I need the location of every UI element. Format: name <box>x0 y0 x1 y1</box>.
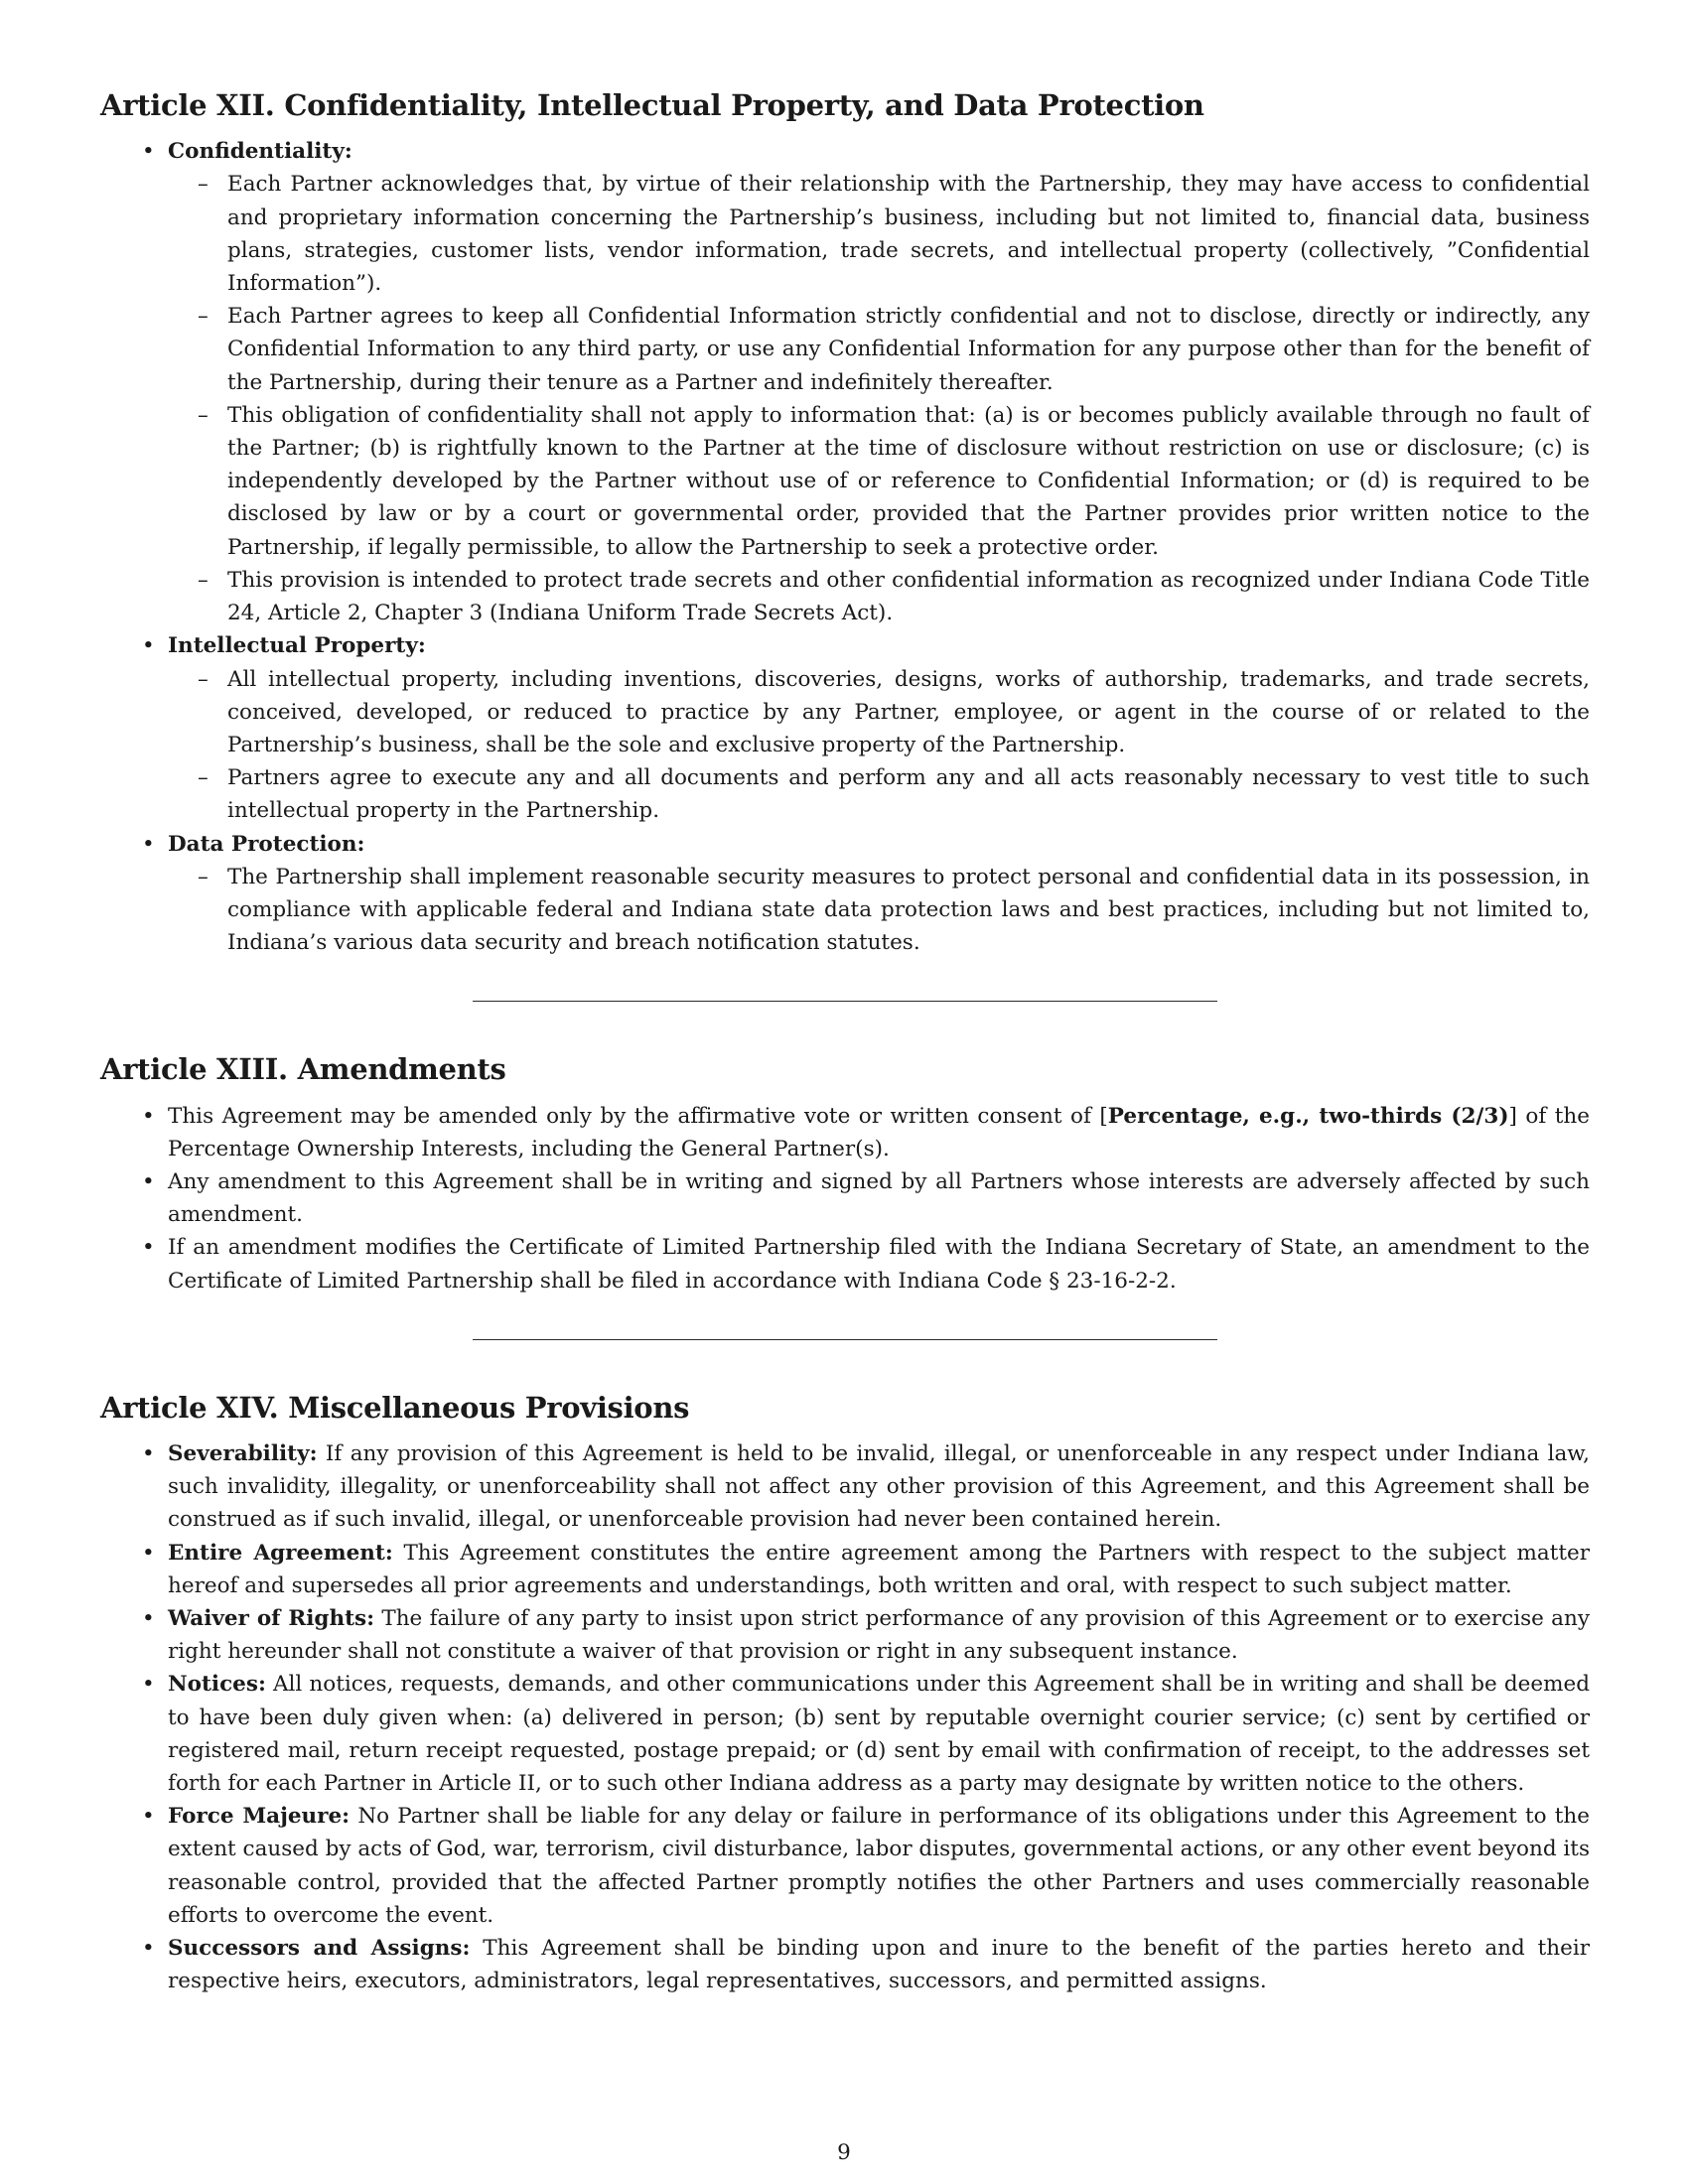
waiver-label: Waiver of Rights: <box>168 1606 375 1632</box>
article-xii-heading: Article XII. Confidentiality, Intellectual Property, and Data Protection <box>100 88 1204 122</box>
notices-label: Notices: <box>168 1672 266 1698</box>
article-xii-list <box>100 135 1590 959</box>
sub-item: – This provision is intended to protect trade secrets and other confidential information as recognized under Indiana Code Title 24, Article 2, Chapter 3 (Indiana Uniform Trade Secrets Act). <box>227 564 1590 629</box>
list-item-successors <box>168 1932 1590 1997</box>
article-xiv-list <box>100 1437 1590 1997</box>
item-text: This Agreement constitutes the entire agreement among the Partners with respect to the subject matter hereof and supersedes all prior agreements and understandings, both written and oral, with respect to such subject matter. <box>168 1540 1590 1598</box>
intellectual-property-sublist <box>168 663 1590 828</box>
data-protection-sublist <box>168 861 1590 960</box>
list-item-notices <box>168 1668 1590 1800</box>
intellectual-property-label: Intellectual Property: <box>168 633 426 659</box>
item-text: This Agreement may be amended only by the affirmative vote or written consent of [ <box>168 1103 1108 1129</box>
list-item <box>168 1100 1590 1165</box>
article-xiv-heading: Article XIV. Miscellaneous Provisions <box>100 1390 690 1425</box>
section-divider <box>473 1001 1217 1002</box>
item-text: If any provision of this Agreement is held to be invalid, illegal, or unenforceable in any respect under Indiana law, such invalidity, illegality, or unenforceability shall not affect any other provision of this Agreement, and this Agreement shall be construed as if such invalid, illegal, or unenforceable provision had never been contained herein. <box>168 1441 1590 1533</box>
item-text: ] of the Percentage Ownership Interests, including the General Partner(s). <box>168 1103 1590 1161</box>
severability-label: Severability: <box>168 1441 318 1467</box>
list-item-waiver <box>168 1602 1590 1668</box>
sub-item: – The Partnership shall implement reasonable security measures to protect personal and confidential data in its possession, in compliance with applicable federal and Indiana state data protection laws and best practices, including but not limited to, Indiana’s various data security and breach notification statutes. <box>227 861 1590 960</box>
list-item-entire-agreement <box>168 1537 1590 1602</box>
article-xii <box>100 87 1590 959</box>
document-page <box>100 87 1590 1998</box>
placeholder-percentage: Percentage, e.g., two-thirds (2/3) <box>1107 1103 1509 1129</box>
article-xiii-heading: Article XIII. Amendments <box>100 1052 506 1087</box>
sub-item: – All intellectual property, including inventions, discoveries, designs, works of authorship, trademarks, and trade secrets, conceived, developed, or reduced to practice by any Partner, employee, or agent in the course of or related to the Partnership’s business, shall be the sole and exclusive property of the Partnership. <box>227 663 1590 762</box>
list-item-data-protection <box>168 828 1590 960</box>
list-item: • If an amendment modifies the Certificate of Limited Partnership filed with the Indiana Secretary of State, an amendment to the Certificate of Limited Partnership shall be filed in accordance with Indiana Code § 23-16-2-2. <box>168 1231 1590 1297</box>
sub-item: – Each Partner agrees to keep all Confidential Information strictly confidential and not to disclose, directly or indirectly, any Confidential Information to any third party, or use any Confidential Information for any purpose other than for the benefit of the Partnership, during their tenure as a Partner and indefinitely thereafter. <box>227 300 1590 399</box>
article-xiii-list <box>100 1100 1590 1297</box>
list-item: • Any amendment to this Agreement shall be in writing and signed by all Partners whose interests are adversely affected by such amendment. <box>168 1165 1590 1231</box>
confidentiality-label: Confidentiality: <box>168 139 352 165</box>
force-majeure-label: Force Majeure: <box>168 1804 351 1830</box>
successors-label: Successors and Assigns: <box>168 1936 471 1962</box>
list-item-force-majeure <box>168 1800 1590 1932</box>
article-xiv <box>100 1390 1590 1998</box>
list-item-confidentiality <box>168 135 1590 629</box>
item-text: No Partner shall be liable for any delay or failure in performance of its obligations under this Agreement to the extent caused by acts of God, war, terrorism, civil disturbance, labor disputes, governmental actions, or any other event beyond its reasonable control, provided that the affected Partner promptly notifies the other Partners and uses commercially reasonable efforts to overcome the event. <box>168 1804 1590 1928</box>
item-text: The failure of any party to insist upon strict performance of any provision of this Agreement or to exercise any right hereunder shall not constitute a waiver of that provision or right in any subsequent instance. <box>168 1606 1590 1665</box>
entire-agreement-label: Entire Agreement: <box>168 1540 393 1566</box>
sub-item: – Partners agree to execute any and all documents and perform any and all acts reasonably necessary to vest title to such intellectual property in the Partnership. <box>227 761 1590 827</box>
confidentiality-sublist <box>168 168 1590 629</box>
item-text: This Agreement shall be binding upon and inure to the benefit of the parties hereto and their respective heirs, executors, administrators, legal representatives, successors, and permitted assigns. <box>168 1936 1590 1994</box>
sub-item: – This obligation of confidentiality shall not apply to information that: (a) is or becomes publicly available through no fault of the Partner; (b) is rightfully known to the Partner at the time of disclosure without restriction on use or disclosure; (c) is independently developed by the Partner without use of or reference to Confidential Information; or (d) is required to be disclosed by law or by a court or governmental order, provided that the Partner provides prior written notice to the Partnership, if legally permissible, to allow the Partnership to seek a protective order. <box>227 399 1590 564</box>
item-text: All notices, requests, demands, and other communications under this Agreement shall be in writing and shall be deemed to have been duly given when: (a) delivered in person; (b) sent by reputable overnight courier service; (c) sent by certified or registered mail, return receipt requested, postage prepaid; or (d) sent by email with confirmation of receipt, to the addresses set forth for each Partner in Article II, or to such other Indiana address as a party may designate by written notice to the others. <box>168 1672 1590 1797</box>
list-item-severability <box>168 1437 1590 1537</box>
list-item-intellectual-property <box>168 629 1590 827</box>
sub-item: – Each Partner acknowledges that, by virtue of their relationship with the Partnership, they may have access to confidential and proprietary information concerning the Partnership’s business, including but not limited to, financial data, business plans, strategies, customer lists, vendor information, trade secrets, and intellectual property (collectively, ”Confidential Information”). <box>227 168 1590 300</box>
article-xiii <box>100 1051 1590 1297</box>
data-protection-label: Data Protection: <box>168 831 365 857</box>
section-divider <box>473 1339 1217 1340</box>
page-number: 9 <box>837 2140 851 2165</box>
